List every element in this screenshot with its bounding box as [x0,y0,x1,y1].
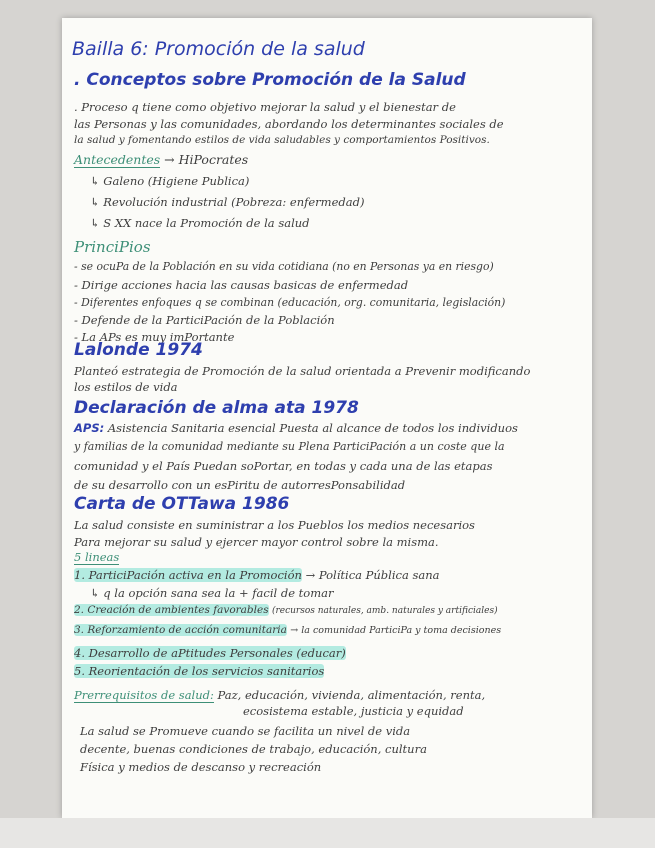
principios-heading: PrinciPios [74,238,151,256]
prerrequisitos-block [74,688,485,702]
list-item: ↳ S XX nace la Promoción de la salud [90,216,310,230]
alma-ata-text-line: comunidad y el País Puedan soPortar, en todas y cada una de las etapas [74,459,493,473]
list-item: - Dirige acciones hacia las causas basicas de enfermedad [74,278,409,292]
aps-label: APS: [74,421,105,435]
list-item: - se ocuPa de la Población en su vida cotidiana (no en Personas ya en riesgo) [74,260,494,273]
definition-line: la salud y fomentando estilos de vida saludables y comportamientos Positivos. [74,134,490,146]
list-item: - Defende de la ParticiPación de la Población [74,313,335,327]
alma-ata-text-line: Asistencia Sanitaria esencial Puesta al alcance de todos los individuos [107,421,518,435]
linea-item [74,646,346,660]
antecedentes-heading [74,152,248,167]
closing-text: La salud se Promueve cuando se facilita un nivel de vida [80,724,411,738]
prerrequisitos-heading: Prerrequisitos de salud: [74,688,214,702]
prerrequisitos-text: ecosistema estable, justicia y equidad [243,704,464,718]
background-strip [0,818,655,848]
definition-line: las Personas y las comunidades, abordando los determinantes sociales de [74,117,504,131]
list-item-text: Revolución industrial (Pobreza: enfermedad) [103,195,365,209]
list-item: - Diferentes enfoques q se combinan (educación, org. comunitaria, legislación) [74,296,506,309]
alma-ata-heading: Declaración de alma ata 1978 [74,398,359,418]
linea-text: 5. Reorientación de los servicios sanitarios [74,664,325,678]
lineas-heading: 5 lineas [74,550,120,564]
linea-note: → Política Pública sana [305,568,440,582]
linea-item [74,624,501,636]
list-item-text: S XX nace la Promoción de la salud [103,216,310,230]
linea-item [74,664,324,678]
linea-item: ↳ q la opción sana sea la + facil de tomar [90,586,334,600]
closing-text: Física y medios de descanso y recreación [80,760,322,774]
ottawa-text: La salud consiste en suministrar a los Pueblos los medios necesarios [74,518,475,532]
page-title: Bailla 6: Promoción de la salud [72,38,365,60]
list-item-text: Galeno (Higiene Publica) [103,174,250,188]
closing-text: decente, buenas condiciones de trabajo, educación, cultura [80,742,427,756]
definition-line: . Proceso q tiene como objetivo mejorar la salud y el bienestar de [74,100,456,114]
page-subtitle: . Conceptos sobre Promoción de la Salud [74,70,466,90]
linea-text: 4. Desarrollo de aPtitudes Personales (educar) [74,646,346,660]
antecedentes-note: → HiPocrates [164,152,249,167]
linea-item [74,568,440,582]
linea-note: → la comunidad ParticiPa y toma decisiones [290,625,502,636]
prerrequisitos-text: Paz, educación, vivienda, alimentación, renta, [217,688,486,702]
list-item: ↳ Revolución industrial (Pobreza: enfermedad) [90,195,365,209]
linea-text: 2. Creación de ambientes favorables [74,604,269,616]
linea-note: (recursos naturales, amb. naturales y artificiales) [271,606,498,616]
ottawa-heading: Carta de OTTawa 1986 [74,494,290,514]
alma-ata-text-line: y familias de la comunidad mediante su Plena ParticiPación a un coste que la [74,440,505,453]
list-item: ↳ Galeno (Higiene Publica) [90,174,250,188]
alma-ata-text-line: de su desarrollo con un esPiritu de autorresPonsabilidad [74,478,406,492]
linea-item [74,604,498,616]
lalonde-heading: Lalonde 1974 [74,340,203,360]
ottawa-text: Para mejorar su salud y ejercer mayor control sobre la misma. [74,535,439,549]
alma-ata-text [74,421,518,435]
linea-text: 1. ParticiPación activa en la Promoción [74,568,302,582]
lalonde-text: los estilos de vida [74,380,178,394]
linea-text: 3. Reforzamiento de acción comunitaria [74,624,287,636]
antecedentes-heading-label: Antecedentes [74,152,161,167]
list-item: - La APs es muy imPortante [74,330,235,344]
lalonde-text: Planteó estrategia de Promoción de la salud orientada a Prevenir modificando [74,364,531,378]
